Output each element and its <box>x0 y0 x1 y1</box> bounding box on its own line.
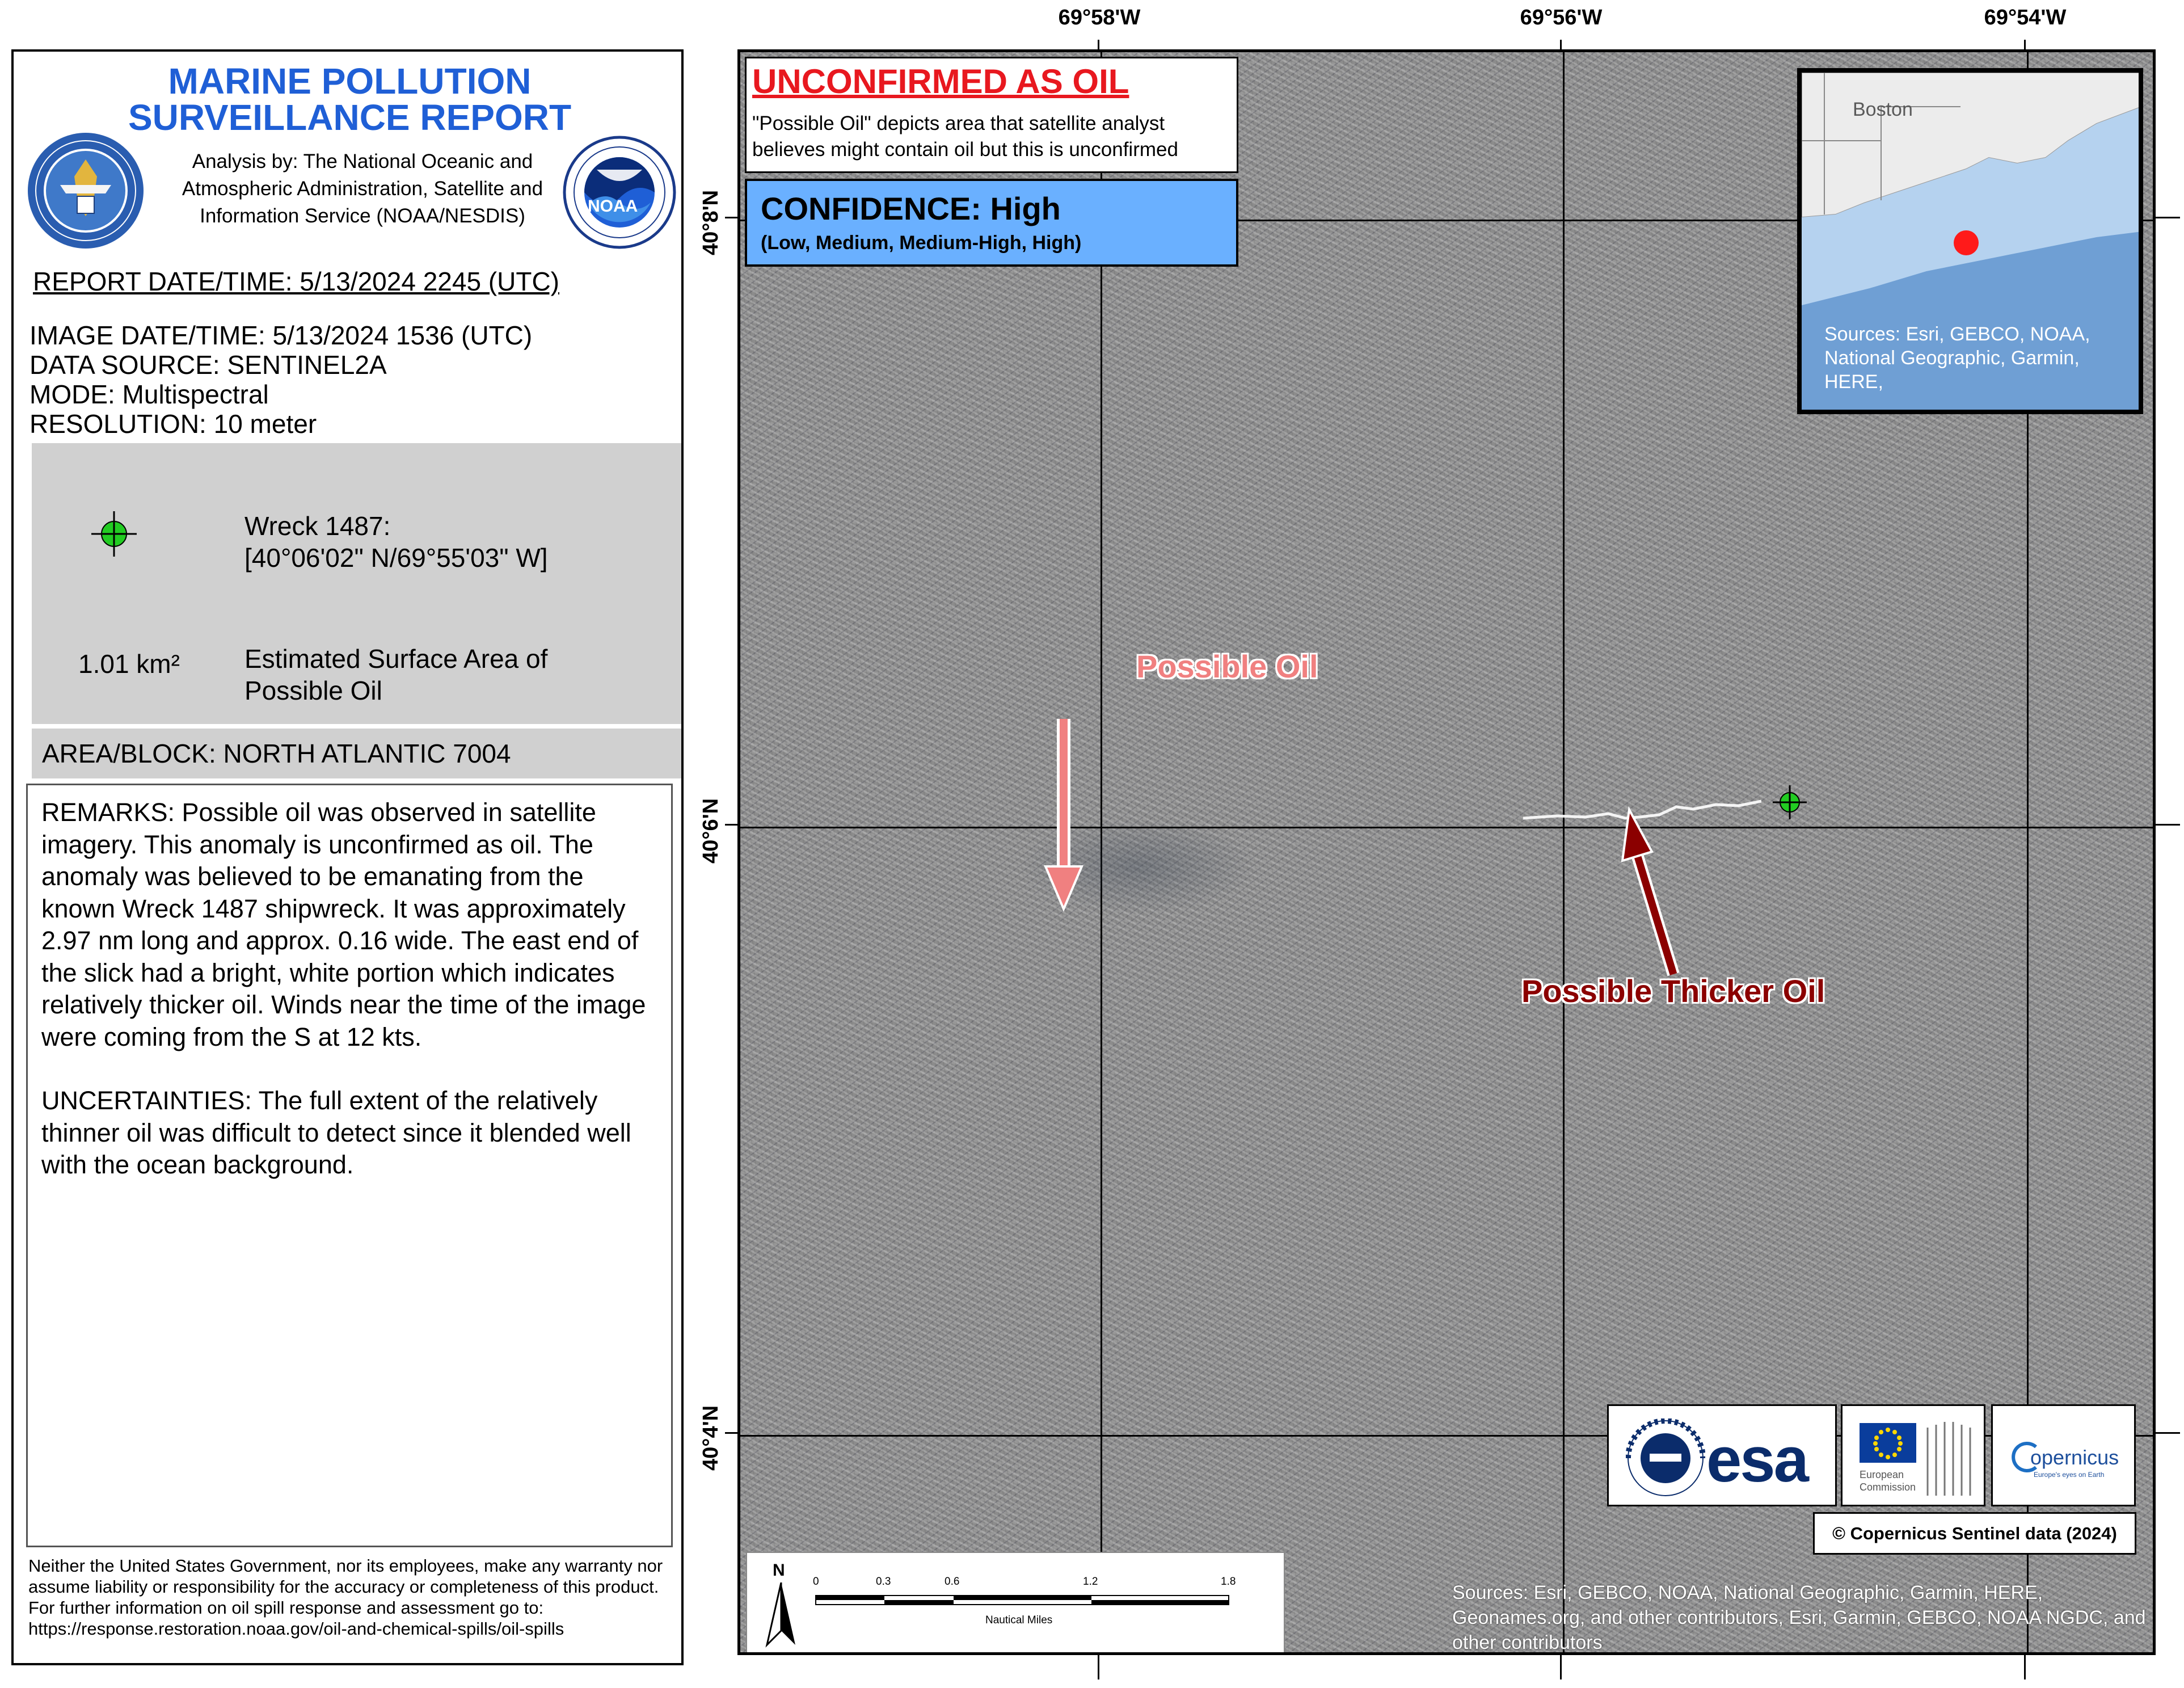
noaa-logo-icon <box>563 136 676 249</box>
noaa-label: NOAA <box>588 197 638 216</box>
mode: MODE: Multispectral <box>29 380 269 409</box>
ec-line2: Commission <box>1860 1481 1916 1493</box>
scale-bar-track <box>815 1595 1229 1605</box>
disclaimer-link[interactable]: https://response.restoration.noaa.gov/oil-and-chemical-spills/oil-spills <box>28 1619 564 1639</box>
lon-label-69-54: 69°54'W <box>1984 6 2067 30</box>
report-title <box>14 63 686 136</box>
area-block: AREA/BLOCK: NORTH ATLANTIC 7004 <box>32 729 681 778</box>
tick-bottom-3 <box>2024 1654 2026 1679</box>
ec-line1: European <box>1860 1469 1904 1480</box>
tick-right-2 <box>2155 824 2180 826</box>
report-title-line1: MARINE POLLUTION <box>168 61 532 102</box>
grid-line-69-56 <box>1563 52 1565 1655</box>
disclaimer-liability: Neither the United States Government, nor its employees, make any warranty nor assume liability or responsibility for the accuracy or completeness of this product. <box>28 1556 663 1597</box>
resolution: RESOLUTION: 10 meter <box>29 409 317 439</box>
lon-label-69-58: 69°58'W <box>1058 6 1141 30</box>
wreck-marker-map-icon[interactable] <box>1773 785 1807 819</box>
scale-tick-1-8: 1.8 <box>1221 1576 1236 1588</box>
thicker-oil-label: Possible Thicker Oil <box>1521 973 1825 1009</box>
unconfirmed-title: UNCONFIRMED AS OIL <box>752 62 1129 100</box>
esa-logo <box>1607 1404 1837 1506</box>
scale-units: Nautical Miles <box>985 1614 1053 1626</box>
uncertainties-text: UNCERTAINTIES: The full extent of the relatively thinner oil was difficult to detect since it blended well with the ocean background. <box>41 1086 631 1179</box>
wreck-marker-icon <box>91 511 137 557</box>
legend-box <box>32 443 681 724</box>
scale-tick-1-2: 1.2 <box>1083 1576 1098 1588</box>
wreck-name: Wreck 1487: <box>244 511 391 541</box>
lat-label-40-8: 40°8'N <box>699 190 723 255</box>
tick-right-3 <box>2155 1432 2180 1434</box>
map-sources: Sources: Esri, GEBCO, NOAA, National Geographic, Garmin, HERE, Geonames.org, and other contributors, Esri, Garmin, GEBCO, NOAA NGDC, and other contributors <box>1452 1582 2146 1653</box>
commerce-seal-icon <box>26 131 145 250</box>
confidence-title: CONFIDENCE: High <box>761 191 1061 226</box>
report-panel <box>11 49 684 1665</box>
report-title-line2: SURVEILLANCE REPORT <box>128 97 572 138</box>
tick-bottom-2 <box>1560 1654 1562 1679</box>
tick-right-1 <box>2155 217 2180 218</box>
copernicus-logo <box>1991 1404 2136 1506</box>
inset-city-label: Boston <box>1853 99 1913 120</box>
confidence-box <box>745 179 1238 267</box>
remarks-text: REMARKS: Possible oil was observed in satellite imagery. This anomaly is unconfirmed as oil. The anomaly was believed to be emanating from the known Wreck 1487 shipwreck. It was approximately 2.97 nm long and approx. 0.16 wide. The east end of the slick had a bright, white portion which indicates relatively thicker oil. Winds near the time of the image were coming from the S at 12 kts. <box>41 798 646 1051</box>
lat-label-40-6: 40°6'N <box>699 798 723 864</box>
copernicus-tagline: Europe's eyes on Earth <box>2034 1471 2105 1479</box>
north-arrow-icon <box>764 1582 798 1651</box>
area-value: 1.01 km² <box>78 649 180 679</box>
tick-left-2 <box>725 824 739 826</box>
wreck-legend-text <box>244 510 548 574</box>
possible-oil-arrow-icon <box>1041 713 1086 917</box>
disclaimer <box>28 1555 681 1639</box>
disclaimer-info: For further information on oil spill response and assessment go to: <box>28 1598 544 1618</box>
esa-wordmark: esa <box>1706 1424 1807 1495</box>
unconfirmed-desc: "Possible Oil" depicts area that satellite analyst believes might contain oil but this is unconfirmed <box>752 112 1178 161</box>
area-label-line1: Estimated Surface Area of <box>244 644 548 673</box>
ec-building-icon <box>1922 1416 1979 1501</box>
confidence-scale: (Low, Medium, Medium-High, High) <box>761 232 1082 254</box>
tick-top-2 <box>1560 40 1562 51</box>
area-label-line2: Possible Oil <box>244 676 382 705</box>
lon-label-69-56: 69°56'W <box>1520 6 1603 30</box>
thicker-oil-arrow-icon <box>1617 804 1690 986</box>
area-legend-text <box>244 643 547 706</box>
image-datetime: IMAGE DATE/TIME: 5/13/2024 1536 (UTC) <box>29 321 533 350</box>
tick-left-3 <box>725 1432 739 1434</box>
european-commission-logo <box>1841 1404 1985 1506</box>
tick-top-1 <box>1098 40 1099 51</box>
possible-oil-label: Possible Oil <box>1136 649 1318 684</box>
remarks-box <box>26 784 673 1547</box>
unconfirmed-box <box>745 57 1238 173</box>
data-source: DATA SOURCE: SENTINEL2A <box>29 350 387 380</box>
tick-bottom-1 <box>1098 1654 1099 1679</box>
lat-label-40-4: 40°4'N <box>699 1405 723 1471</box>
inset-locator-map[interactable] <box>1797 68 2143 414</box>
report-datetime: REPORT DATE/TIME: 5/13/2024 2245 (UTC) <box>33 267 559 296</box>
grid-line-40-6 <box>740 827 2156 828</box>
eu-flag-icon <box>1860 1423 1916 1463</box>
scale-bar <box>746 1552 1285 1655</box>
esa-logo-icon <box>1626 1418 1705 1498</box>
scale-tick-0: 0 <box>813 1576 819 1588</box>
wreck-coords: [40°06'02" N/69°55'03" W] <box>244 543 548 573</box>
tick-top-3 <box>2024 40 2026 51</box>
analysis-by: Analysis by: The National Oceanic and Atmospheric Administration, Satellite and Information Service (NOAA/NESDIS) <box>182 150 543 227</box>
inset-sources: Sources: Esri, GEBCO, NOAA, National Geographic, Garmin, HERE, <box>1824 323 2090 393</box>
scale-tick-0-6: 0.6 <box>945 1576 960 1588</box>
ec-text <box>1860 1468 1916 1493</box>
north-label: N <box>773 1561 785 1580</box>
copyright: © Copernicus Sentinel data (2024) <box>1813 1512 2136 1555</box>
scale-tick-0-3: 0.3 <box>876 1576 891 1588</box>
tick-left-1 <box>725 217 739 218</box>
copernicus-wordmark: opernicus <box>2030 1446 2119 1469</box>
